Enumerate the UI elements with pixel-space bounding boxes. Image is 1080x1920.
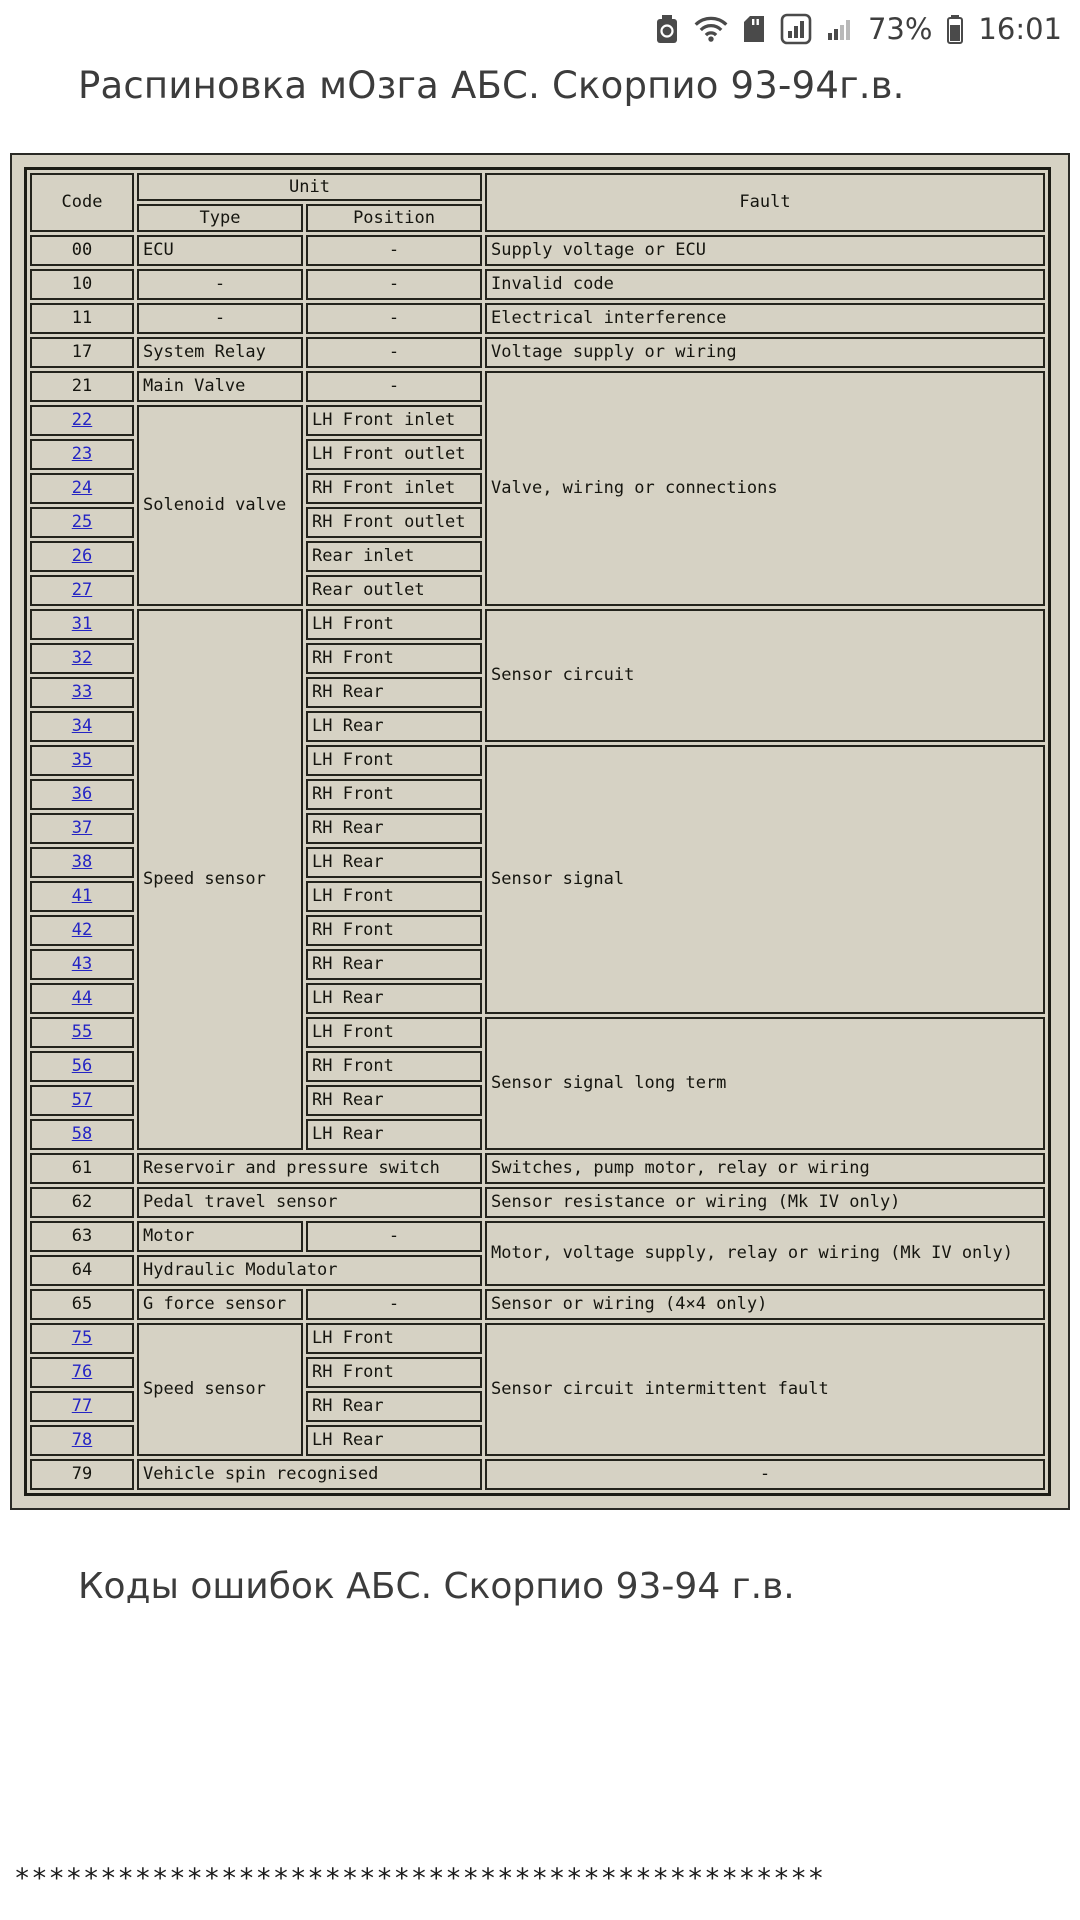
code-cell [30, 813, 134, 844]
code-link-31[interactable]: 31 [71, 614, 93, 635]
position-cell: RH Front [306, 779, 482, 810]
position-cell: LH Front [306, 1323, 482, 1354]
fault-cell: Electrical interference [485, 303, 1045, 334]
header-type: Type [137, 204, 303, 232]
code-cell [30, 983, 134, 1014]
code-cell: 21 [30, 371, 134, 402]
position-cell: RH Rear [306, 1085, 482, 1116]
fault-code-table [24, 167, 1051, 1496]
position-cell: LH Rear [306, 847, 482, 878]
code-cell [30, 507, 134, 538]
battery-saver-icon [654, 14, 680, 44]
position-cell: - [306, 269, 482, 300]
position-cell: LH Rear [306, 1425, 482, 1456]
code-cell: 11 [30, 303, 134, 334]
fault-cell: Voltage supply or wiring [485, 337, 1045, 368]
position-cell: LH Rear [306, 1119, 482, 1150]
code-link-23[interactable]: 23 [71, 444, 93, 465]
code-cell [30, 541, 134, 572]
type-cell: Main Valve [137, 371, 303, 402]
position-cell: Rear inlet [306, 541, 482, 572]
code-link-42[interactable]: 42 [71, 920, 93, 941]
fault-cell: Switches, pump motor, relay or wiring [485, 1153, 1045, 1184]
position-cell: - [306, 1221, 482, 1252]
wifi-icon [694, 15, 728, 43]
code-cell [30, 745, 134, 776]
code-link-24[interactable]: 24 [71, 478, 93, 499]
code-link-58[interactable]: 58 [71, 1124, 93, 1145]
code-link-38[interactable]: 38 [71, 852, 93, 873]
type-cell: - [137, 269, 303, 300]
code-cell [30, 1391, 134, 1422]
code-cell [30, 881, 134, 912]
type-cell: Speed sensor [137, 1323, 303, 1456]
code-cell: 10 [30, 269, 134, 300]
position-cell: RH Front [306, 1357, 482, 1388]
fault-cell: Sensor circuit [485, 609, 1045, 742]
battery-icon [946, 14, 964, 44]
position-cell: RH Rear [306, 1391, 482, 1422]
table-row [30, 1289, 1045, 1320]
code-cell [30, 643, 134, 674]
status-bar [0, 0, 1080, 52]
table-row [30, 303, 1045, 334]
fault-cell: Valve, wiring or connections [485, 371, 1045, 606]
code-link-26[interactable]: 26 [71, 546, 93, 567]
type-cell: Reservoir and pressure switch [137, 1153, 482, 1184]
header-fault: Fault [485, 173, 1045, 232]
code-cell [30, 677, 134, 708]
type-cell: ECU [137, 235, 303, 266]
type-cell: System Relay [137, 337, 303, 368]
code-link-55[interactable]: 55 [71, 1022, 93, 1043]
position-cell: - [306, 371, 482, 402]
code-cell: 00 [30, 235, 134, 266]
table-row [30, 1187, 1045, 1218]
code-cell: 63 [30, 1221, 134, 1252]
position-cell: - [306, 1289, 482, 1320]
code-cell [30, 473, 134, 504]
code-link-22[interactable]: 22 [71, 410, 93, 431]
position-cell: LH Front outlet [306, 439, 482, 470]
fault-cell: Sensor circuit intermittent fault [485, 1323, 1045, 1456]
code-link-35[interactable]: 35 [71, 750, 93, 771]
bottom-caption: Коды ошибок АБС. Скорпио 93-94 г.в. [78, 1566, 795, 1607]
position-cell: RH Front [306, 643, 482, 674]
position-cell: RH Front inlet [306, 473, 482, 504]
table-row [30, 371, 1045, 402]
table-header [30, 173, 1045, 232]
table-row [30, 337, 1045, 368]
code-link-56[interactable]: 56 [71, 1056, 93, 1077]
asterisk-divider: *********************************************** [14, 1863, 826, 1894]
type-cell: Speed sensor [137, 609, 303, 1150]
position-cell: RH Rear [306, 949, 482, 980]
position-cell: RH Rear [306, 813, 482, 844]
code-link-41[interactable]: 41 [71, 886, 93, 907]
code-link-27[interactable]: 27 [71, 580, 93, 601]
code-cell [30, 949, 134, 980]
code-cell [30, 915, 134, 946]
code-cell [30, 847, 134, 878]
type-cell: Pedal travel sensor [137, 1187, 482, 1218]
code-cell [30, 711, 134, 742]
fault-cell: Sensor signal [485, 745, 1045, 1014]
code-link-34[interactable]: 34 [71, 716, 93, 737]
code-cell: 17 [30, 337, 134, 368]
code-link-44[interactable]: 44 [71, 988, 93, 1009]
type-cell: - [137, 303, 303, 334]
header-unit: Unit [137, 173, 482, 201]
table-row [30, 1323, 1045, 1354]
sd-card-icon [742, 14, 766, 44]
code-cell [30, 1085, 134, 1116]
code-cell [30, 1357, 134, 1388]
position-cell: RH Front outlet [306, 507, 482, 538]
code-link-75[interactable]: 75 [71, 1328, 93, 1349]
type-cell: Vehicle spin recognised [137, 1459, 482, 1490]
code-link-37[interactable]: 37 [71, 818, 93, 839]
position-cell: Rear outlet [306, 575, 482, 606]
code-link-77[interactable]: 77 [71, 1396, 93, 1417]
table-row [30, 235, 1045, 266]
code-cell: 64 [30, 1255, 134, 1286]
table-row [30, 609, 1045, 640]
code-cell [30, 575, 134, 606]
position-cell: RH Rear [306, 677, 482, 708]
fault-cell: Sensor resistance or wiring (Mk IV only) [485, 1187, 1045, 1218]
code-cell [30, 1323, 134, 1354]
type-cell: G force sensor [137, 1289, 303, 1320]
fault-cell: - [485, 1459, 1045, 1490]
table-row [30, 1459, 1045, 1490]
code-cell [30, 1425, 134, 1456]
fault-cell: Sensor signal long term [485, 1017, 1045, 1150]
position-cell: LH Front [306, 745, 482, 776]
code-link-32[interactable]: 32 [71, 648, 93, 669]
code-cell: 62 [30, 1187, 134, 1218]
fault-cell: Invalid code [485, 269, 1045, 300]
code-link-43[interactable]: 43 [71, 954, 93, 975]
fault-cell: Supply voltage or ECU [485, 235, 1045, 266]
battery-percent: 73% [867, 12, 933, 46]
fault-cell: Motor, voltage supply, relay or wiring (Mk IV only) [485, 1221, 1045, 1286]
mobile-data-icon [780, 13, 812, 45]
type-cell: Motor [137, 1221, 303, 1252]
code-cell [30, 1119, 134, 1150]
position-cell: - [306, 337, 482, 368]
code-cell: 61 [30, 1153, 134, 1184]
header-position: Position [306, 204, 482, 232]
position-cell: RH Front [306, 1051, 482, 1082]
position-cell: LH Front [306, 1017, 482, 1048]
code-cell [30, 1051, 134, 1082]
code-cell [30, 405, 134, 436]
position-cell: - [306, 235, 482, 266]
code-link-25[interactable]: 25 [71, 512, 93, 533]
position-cell: LH Rear [306, 983, 482, 1014]
code-link-78[interactable]: 78 [71, 1430, 93, 1451]
code-cell [30, 1017, 134, 1048]
table-body [30, 235, 1045, 1490]
position-cell: RH Front [306, 915, 482, 946]
code-link-36[interactable]: 36 [71, 784, 93, 805]
position-cell: LH Rear [306, 711, 482, 742]
table-row [30, 1153, 1045, 1184]
fault-cell: Sensor or wiring (4×4 only) [485, 1289, 1045, 1320]
table-row [30, 269, 1045, 300]
code-cell: 65 [30, 1289, 134, 1320]
header-code: Code [30, 173, 134, 232]
position-cell: LH Front inlet [306, 405, 482, 436]
position-cell: LH Front [306, 609, 482, 640]
page-title: Распиновка мОзга АБС. Скорпио 93-94г.в. [78, 64, 905, 107]
table-row [30, 1221, 1045, 1252]
type-cell: Hydraulic Modulator [137, 1255, 482, 1286]
code-cell: 79 [30, 1459, 134, 1490]
scanned-table-image [10, 153, 1070, 1510]
type-cell: Solenoid valve [137, 405, 303, 606]
code-link-57[interactable]: 57 [71, 1090, 93, 1111]
code-link-33[interactable]: 33 [71, 682, 93, 703]
code-cell [30, 609, 134, 640]
code-cell [30, 439, 134, 470]
clock: 16:01 [978, 12, 1062, 46]
position-cell: LH Front [306, 881, 482, 912]
signal-bars-icon [826, 15, 854, 43]
code-cell [30, 779, 134, 810]
position-cell: - [306, 303, 482, 334]
code-link-76[interactable]: 76 [71, 1362, 93, 1383]
